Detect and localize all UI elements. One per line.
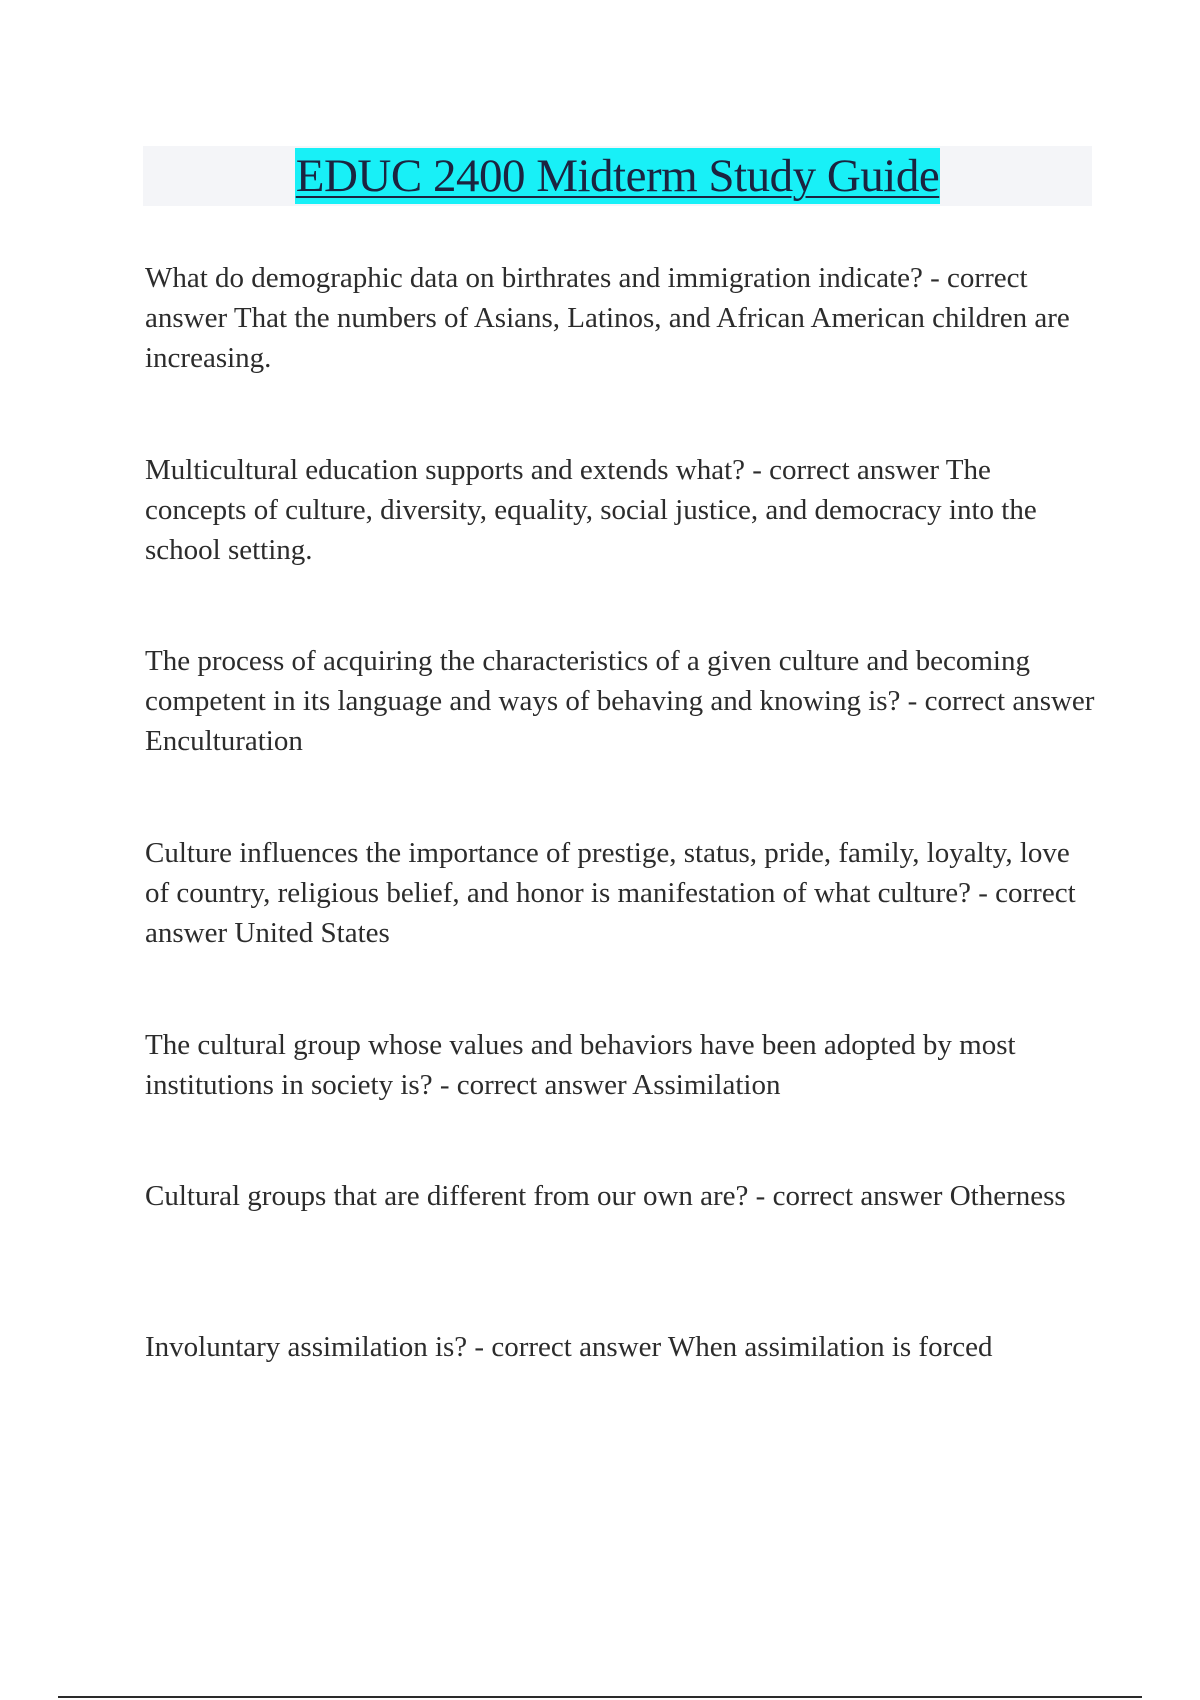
title-banner [143,146,1092,206]
qa-item: Involuntary assimilation is? - correct answer When assimilation is forced [145,1331,993,1363]
qa-item: Cultural groups that are different from our own are? - correct answer Otherness [145,1180,1066,1212]
qa-item: What do demographic data on birthrates and immigration indicate? - correct answer That the numbers of Asians, Latinos, and African American children are increasing. [145,262,1070,374]
qa-item: The cultural group whose values and behaviors have been adopted by most institutions in society is? - correct answer Assimilation [145,1029,1016,1101]
qa-item: Multicultural education supports and extends what? - correct answer The concepts of culture, diversity, equality, social justice, and democracy into the school setting. [145,454,1037,566]
page-title: EDUC 2400 Midterm Study Guide [295,150,940,202]
footer-divider [58,1696,1142,1698]
qa-item: Culture influences the importance of prestige, status, pride, family, loyalty, love of country, religious belief, and honor is manifestation of what culture? - correct answer United States [145,837,1076,949]
qa-item: The process of acquiring the characteristics of a given culture and becoming competent in its language and ways of behaving and knowing is? - correct answer Enculturation [145,645,1095,757]
